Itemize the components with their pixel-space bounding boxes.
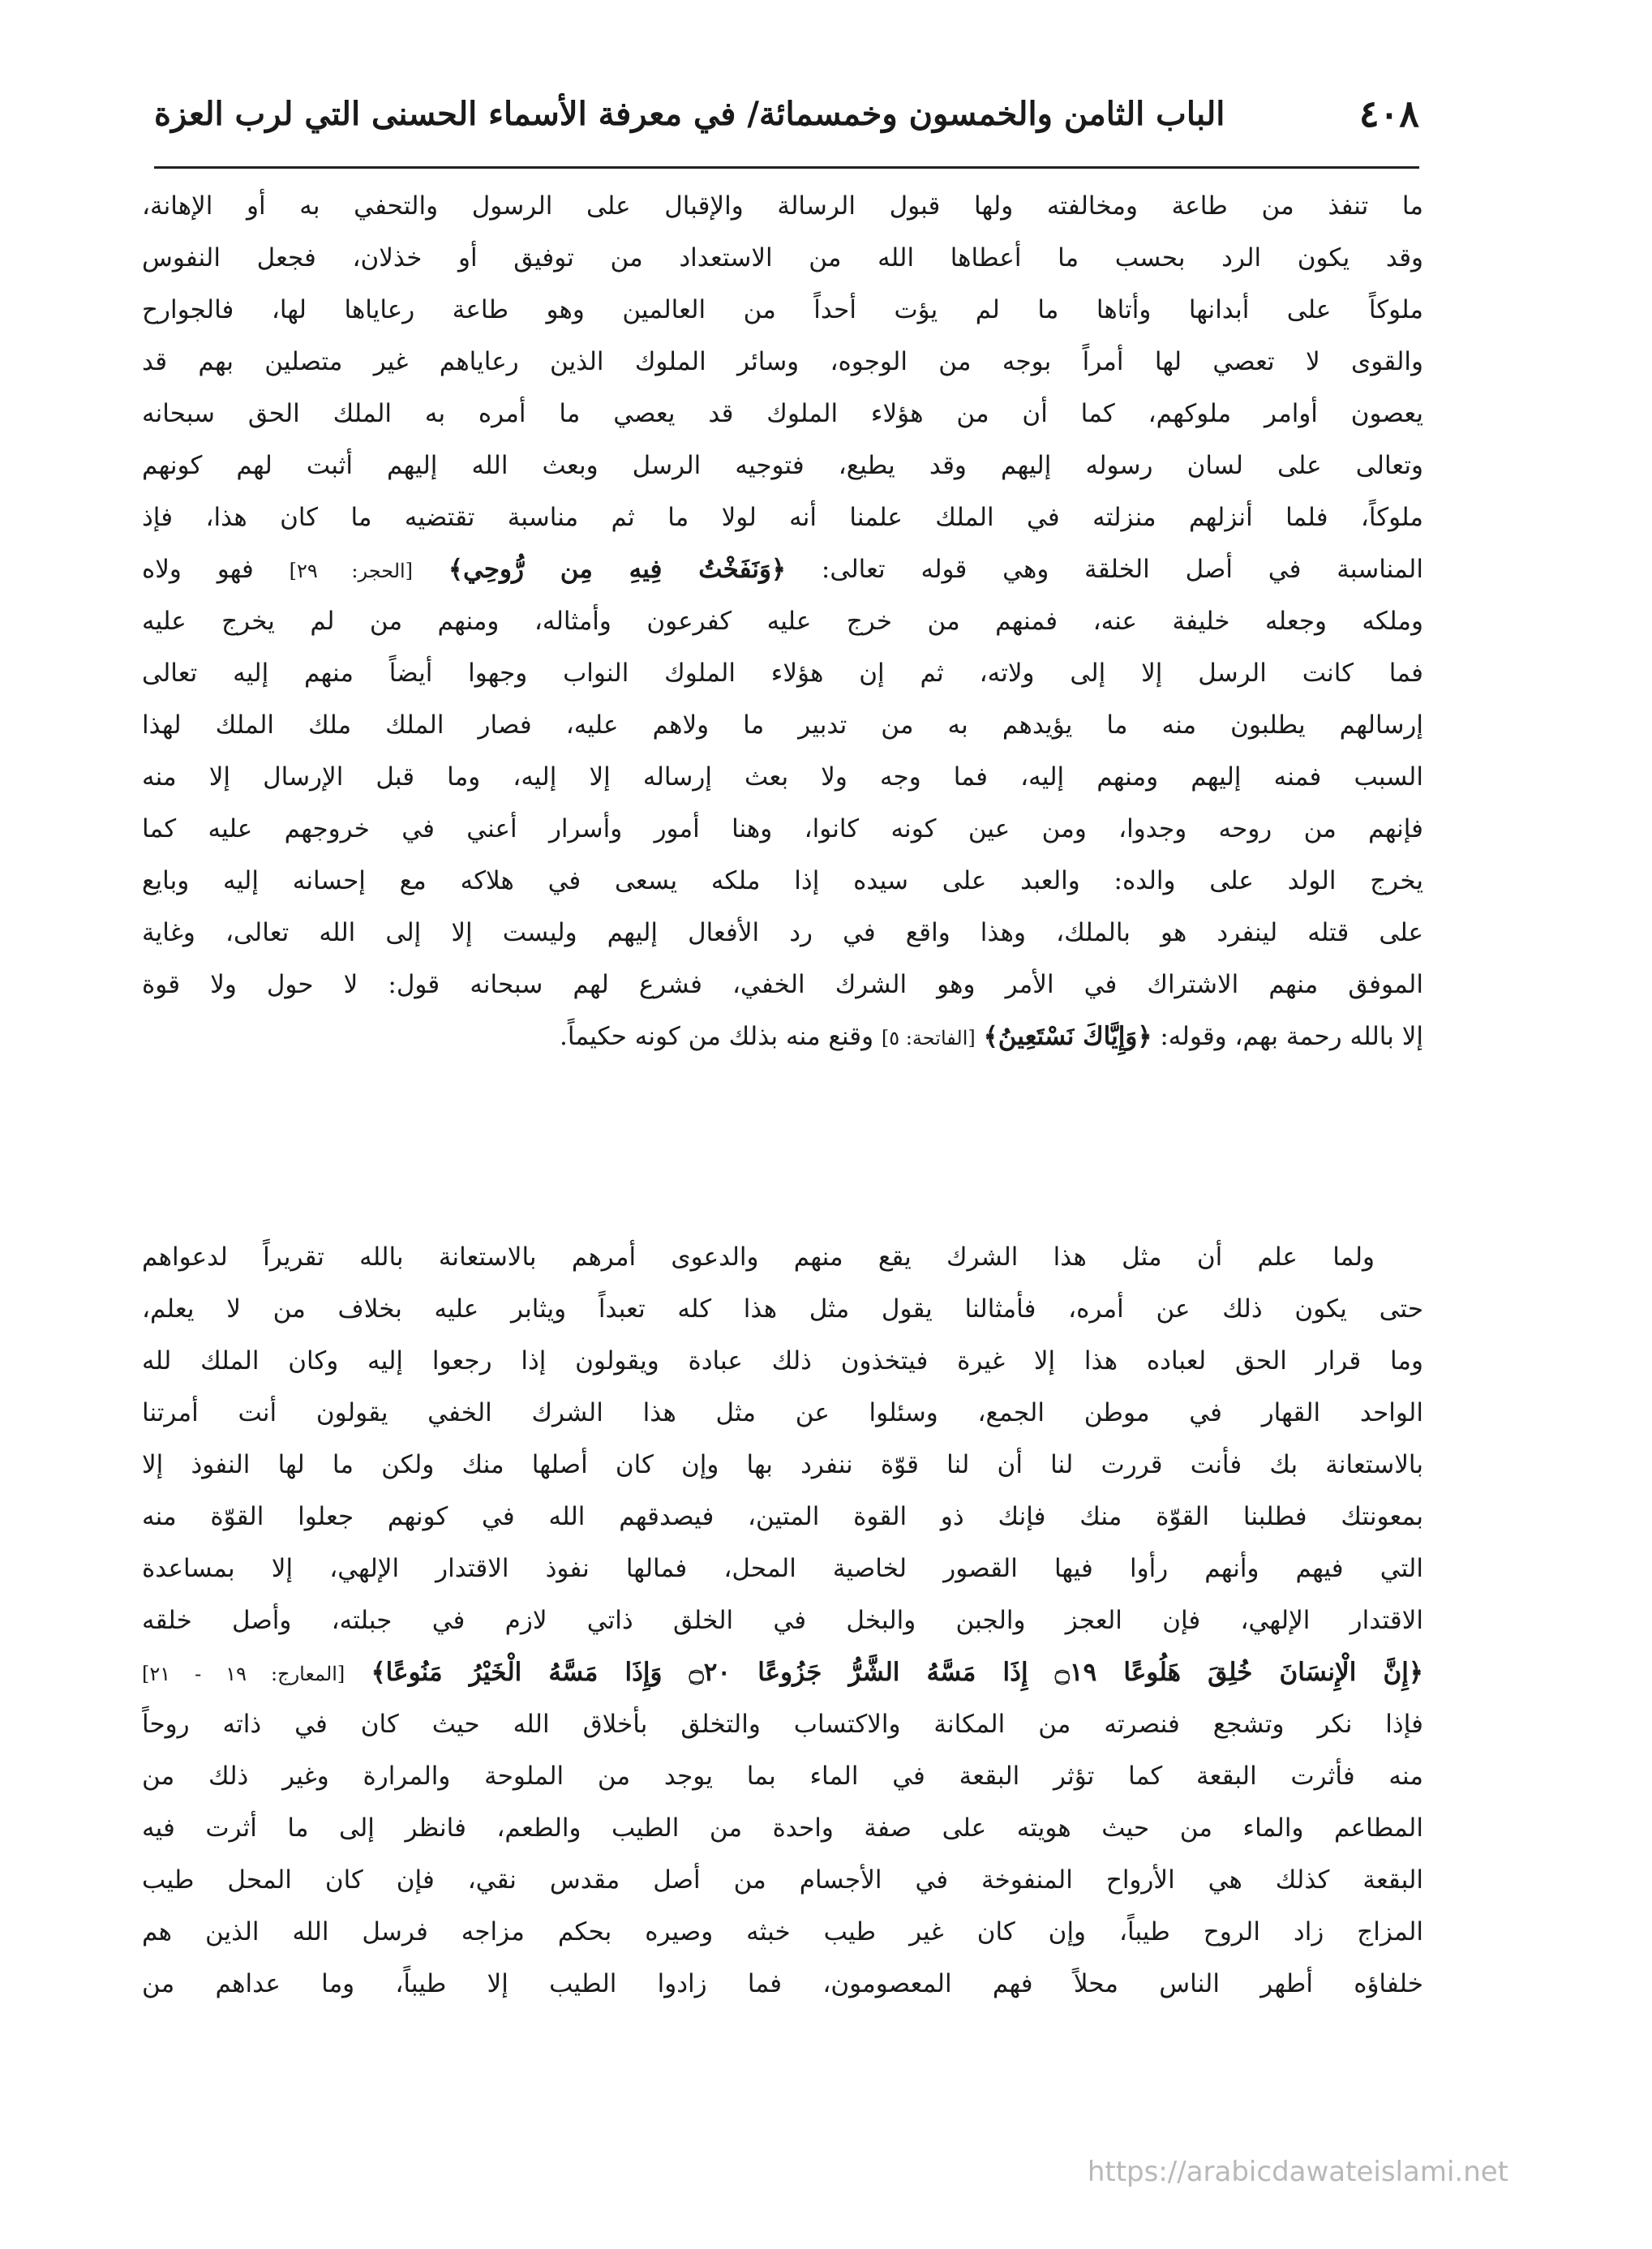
- text-line: ملوكاً على أبدانها وأتاها ما لم يؤت أحداً من العالمين وهو طاعة رعاياها لها، فالجوارح: [142, 295, 1423, 324]
- text-line: بمعونتك فطلبنا القوّة منك فإنك ذو القوة المتين، فيصدقهم الله في كونهم جعلوا القوّة منه: [142, 1502, 1423, 1531]
- quran-verse: ﴿وَنَفَخْتُ فِيهِ مِن رُّوحِي﴾: [448, 555, 787, 584]
- quran-verse: ﴿إِنَّ الْإِنسَانَ خُلِقَ هَلُوعًا ۝١٩ إِذَا مَسَّهُ الشَّرُّ جَزُوعًا ۝٢٠ وَإِذَا مَسَّهُ الْخَيْرُ مَنُوعًا﴾: [371, 1658, 1423, 1687]
- citation-trail-text: فهو ولاه: [142, 555, 254, 584]
- text-line: المزاج زاد الروح طيباً، وإن كان غير طيب خبثه وصيره بحكم مزاجه فرسل الله الذين هم: [142, 1917, 1423, 1946]
- text-line: ولما علم أن مثل هذا الشرك يقع منهم والدعوى أمرهم بالاستعانة بالله تقريراً لدعواهم: [142, 1243, 1375, 1272]
- paragraph-2: [142, 1231, 1423, 2010]
- text-line: التي فيهم وأنهم رأوا فيها القصور لخاصية المحل، فمالها نفوذ الاقتدار الإلهي، إلا بمساعدة: [142, 1554, 1423, 1583]
- running-header: [154, 81, 1419, 146]
- text-line: يخرج الولد على والده: والعبد على سيده إذا ملكه يسعى في هلاكه مع إحسانه إليه وبايع: [142, 866, 1423, 895]
- quran-verse: ﴿وَإِيَّاكَ نَسْتَعِينُ﴾: [983, 1022, 1152, 1051]
- quran-citation-line: [142, 543, 1423, 595]
- text-line: على قتله لينفرد هو بالملك، وهذا واقع في رد الأفعال إليهم وليست إلا إلى الله تعالى، وغاية: [142, 918, 1423, 947]
- text-line: الاقتدار الإلهي، فإن العجز والجبن والبخل في الخلق ذاتي لازم في جبلته، وأصل خلقه: [142, 1606, 1423, 1635]
- text-line: فإنهم من روحه وجدوا، ومن عين كونه كانوا، وهنا أمور وأسرار أعني في خروجهم عليه كما: [142, 814, 1423, 843]
- text-line: والقوى لا تعصي لها أمراً بوجه من الوجوه، وسائر الملوك الذين رعاياهم غير متصلين بهم قد: [142, 347, 1423, 376]
- text-line: فما كانت الرسل إلا إلى ولاته، ثم إن هؤلاء الملوك النواب وجهوا أيضاً منهم إليه تعالى: [142, 659, 1423, 688]
- verse-reference: [الحجر: ٢٩]: [289, 560, 414, 582]
- quran-citation-line: [142, 1646, 1423, 1698]
- text-line: منه فأثرت البقعة كما تؤثر البقعة في الماء بما يوجد من الملوحة والمرارة وغير ذلك من: [142, 1762, 1423, 1791]
- text-line: خلفاؤه أطهر الناس محلاً فهم المعصومون، فما زادوا الطيب إلا طيباً، وما عداهم من: [142, 1969, 1423, 1998]
- text-line: وتعالى على لسان رسوله إليهم وقد يطيع، فتوجيه الرسل وبعث الله إليهم أثبت لهم كونهم: [142, 451, 1423, 480]
- text-line: إرسالهم يطلبون منه ما يؤيدهم به من تدبير ما ولاهم عليه، فصار الملك ملك الملك لهذا: [142, 710, 1423, 740]
- text-line: حتى يكون ذلك عن أمره، فأمثالنا يقول مثل هذا كله تعبداً ويثابر عليه بخلاف من لا يعلم،: [142, 1294, 1423, 1324]
- text-line: المطاعم والماء من حيث هويته على صفة واحدة من الطيب والطعم، فانظر إلى ما أثرت فيه: [142, 1813, 1423, 1843]
- text-line: بالاستعانة بك فأنت قررت لنا أن لنا قوّة ننفرد بها وإن كان أصلها منك ولكن ما لها النفوذ إلا: [142, 1450, 1423, 1479]
- citation-lead-text: إلا بالله رحمة بهم، وقوله:: [1160, 1022, 1423, 1051]
- watermark-url: https://arabicdawateislami.net: [1087, 2156, 1508, 2188]
- citation-lead-text: المناسبة في أصل الخلقة وهي قوله تعالى:: [821, 555, 1423, 584]
- verse-reference: [الفاتحة: ٥]: [881, 1027, 976, 1049]
- page-number: ٤٠٨: [1358, 92, 1419, 135]
- text-line: فإذا نكر وتشجع فنصرته من المكانة والاكتساب والتخلق بأخلاق الله حيث كان في ذاته روحاً: [142, 1710, 1423, 1739]
- text-line: وملكه وجعله خليفة عنه، فمنهم من خرج عليه كفرعون وأمثاله، ومنهم من لم يخرج عليه: [142, 607, 1423, 636]
- text-line: وما قرار الحق لعباده هذا إلا غيرة فيتخذون ذلك عبادة ويقولون إذا رجعوا إليه وكان الملك لله: [142, 1346, 1423, 1376]
- text-line: يعصون أوامر ملوكهم، كما أن من هؤلاء الملوك قد يعصي ما أمره به الملك الحق سبحانه: [142, 399, 1423, 428]
- chapter-title: الباب الثامن والخمسون وخمسمائة/ في معرفة الأسماء الحسنى التي لرب العزة: [154, 94, 1225, 133]
- text-line: السبب فمنه إليهم ومنهم إليه، فما وجه ولا بعث إرساله إلا إليه، وما قبل الإرسال إلا منه: [142, 762, 1423, 792]
- text-line: وقد يكون الرد بحسب ما أعطاها الله من الاستعداد من توفيق أو خذلان، فجعل النفوس: [142, 243, 1423, 273]
- citation-trail-text: وقنع منه بذلك من كونه حكيماً.: [560, 1022, 874, 1051]
- text-line: الموفق منهم الاشتراك في الأمر وهو الشرك الخفي، فشرع لهم سبحانه قول: لا حول ولا قوة: [142, 970, 1423, 999]
- text-line: ملوكاً، فلما أنزلهم منزلته في الملك علمنا أنه لولا ما ثم مناسبة تقتضيه ما كان هذا، فإذ: [142, 503, 1423, 532]
- text-line: ما تنفذ من طاعة ومخالفته ولها قبول الرسالة والإقبال على الرسول والتحفي به أو الإهانة،: [142, 191, 1423, 221]
- text-line: الواحد القهار في موطن الجمع، وسئلوا عن مثل هذا الشرك الخفي يقولون أنت أمرتنا: [142, 1398, 1423, 1427]
- quran-citation-line: [142, 1011, 1423, 1062]
- text-line: البقعة كذلك هي الأرواح المنفوخة في الأجسام من أصل مقدس نقي، فإن كان المحل طيب: [142, 1865, 1423, 1895]
- header-divider: [154, 166, 1419, 169]
- verse-reference: [المعارج: ١٩ - ٢١]: [142, 1663, 345, 1685]
- paragraph-1: [142, 180, 1423, 1062]
